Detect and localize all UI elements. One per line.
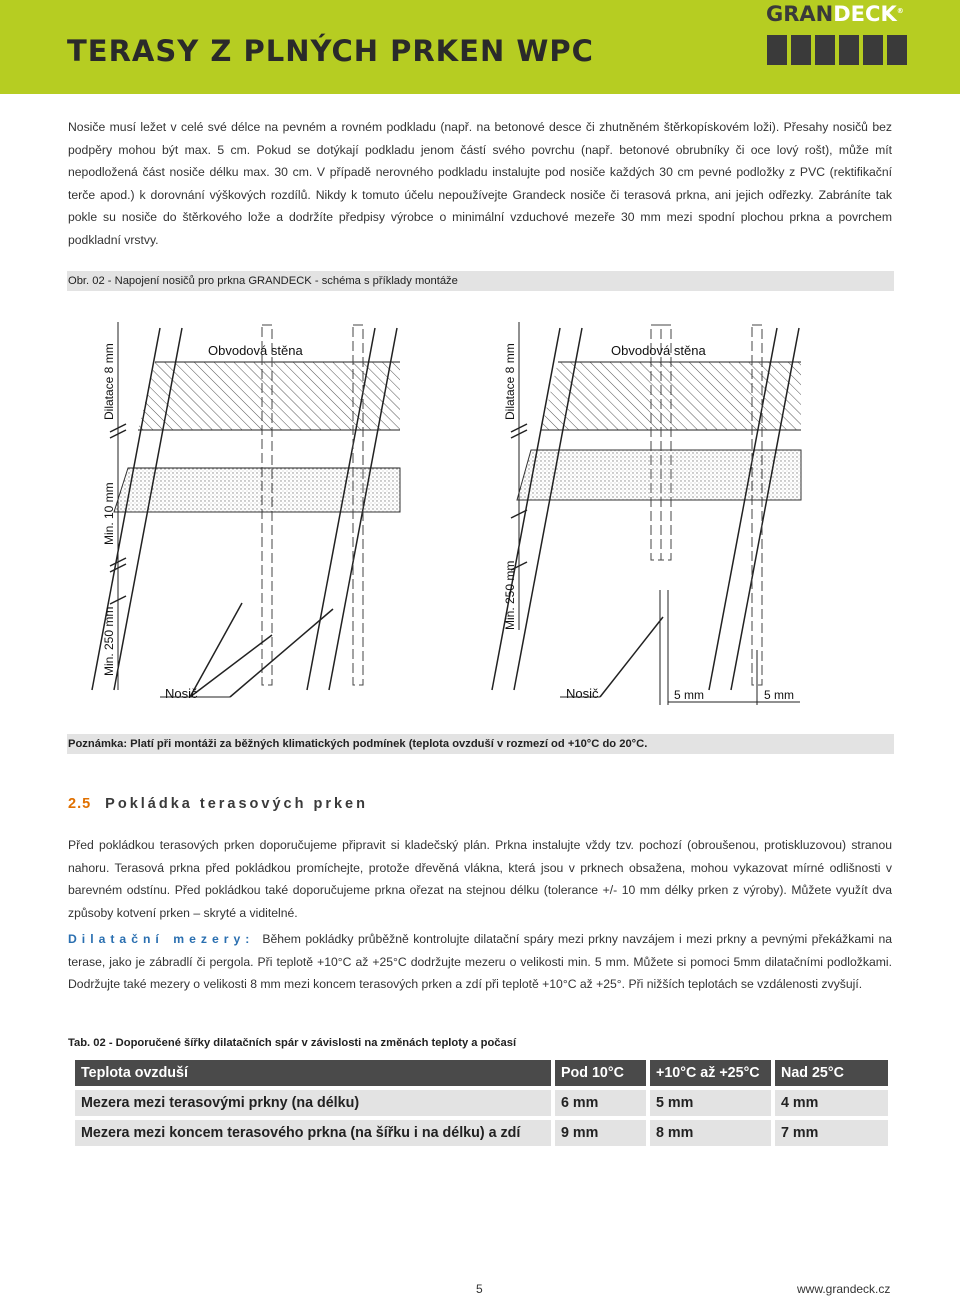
left-carrier-label: Nosič (165, 686, 198, 701)
left-diagram (92, 322, 400, 701)
right-deck-board (517, 450, 801, 500)
left-wall-hatch (138, 362, 400, 430)
section-number: 2.5 (68, 796, 92, 812)
table-cell: 6 mm (555, 1090, 646, 1116)
section-title: Pokládka terasových prken (105, 796, 368, 812)
dilation-table (71, 1056, 892, 1150)
table-cell: 7 mm (775, 1120, 888, 1146)
left-wall-label: Obvodová stěna (208, 343, 303, 358)
table-cell: Mezera mezi terasovými prkny (na délku) (75, 1090, 551, 1116)
right-dilation-label: Dilatace 8 mm (503, 343, 517, 420)
table-row (75, 1090, 888, 1116)
table-cell: Mezera mezi koncem terasového prkna (na šířku i na délku) a zdí (75, 1120, 551, 1146)
table-header-row (75, 1060, 888, 1086)
right-carrier-label: Nosič (566, 686, 599, 701)
table-header-cell: Pod 10°C (555, 1060, 646, 1086)
page-title: TERASY Z PLNÝCH PRKEN WPC (67, 34, 594, 68)
left-dilation-label: Dilatace 8 mm (102, 343, 116, 420)
table-row (75, 1120, 888, 1146)
table-header-cell: +10°C až +25°C (650, 1060, 771, 1086)
climate-note: Poznámka: Platí při montáži za běžných klimatických podmínek (teplota ovzduší v rozmezí od +10°C do 20°C. (67, 734, 894, 754)
table-caption: Tab. 02 - Doporučené šířky dilatačních spár v závislosti na změnách teploty a počasí (68, 1037, 517, 1049)
table-header-cell: Teplota ovzduší (75, 1060, 551, 1086)
table-cell: 4 mm (775, 1090, 888, 1116)
table-cell: 8 mm (650, 1120, 771, 1146)
table-cell: 5 mm (650, 1090, 771, 1116)
table-header-cell: Nad 25°C (775, 1060, 888, 1086)
right-gap2-label: 5 mm (764, 688, 794, 702)
right-min250-label: Min. 250 mm (503, 560, 517, 630)
dilation-lead: Dilatační mezery: (68, 932, 255, 946)
section-heading (68, 796, 368, 812)
page-number: 5 (476, 1282, 483, 1296)
mounting-diagram (0, 300, 960, 720)
intro-paragraph: Nosiče musí ležet v celé své délce na pevném a rovném podkladu (např. na betonové desce či zhutněném štěrkopískovém loži). Přesahy nosičů bez podpěry mohou být max. 5 cm. Pokud se dotýkají podkladu jenom částí svého povrchu (např. betonové obrubníky či oce lový rošt), může mít nepodložená část nosiče délku max. 30 cm. V případě nerovného podkladu instalujte pod nosiče každých 30 cm pevné podložky z PVC (rektifikační terče apod.) k dorovnání výškových rozdílů. Nikdy k tomuto účelu nepoužívejte Grandeck nosiče či terasová prkna, ani jejich odřezky. Zabráníte tak pokle su nosiče do štěrkového lože a dodržíte předpisy výrobce o minimální vzduchové mezeře 30 mm mezi spodní plochou prkna a povrchem podkladní vrstvy. (68, 120, 892, 247)
left-deck-board (114, 468, 400, 512)
grandeck-logo (766, 2, 916, 68)
dilation-paragraph (68, 928, 892, 996)
right-wall-label: Obvodová stěna (611, 343, 706, 358)
dilation-text: Během pokládky průběžně kontrolujte dilatační spáry mezi prkny navzájem i mezi prkny a pevnými překážkami na terase, jako je zábradlí či pergola. Při teplotě +10°C až +25°C dodržujte mezeru o velikosti min. 5 mm. Můžete si pomoci 5mm dilatačními podložkami. Dodržujte také mezery o velikosti 8 mm mezi koncem terasových prken a zdí při teplotě +10°C až +25°. Při nižších teplotách se vzdálenosti zvyšují. (68, 932, 892, 991)
laying-paragraph: Před pokládkou terasových prken doporučujeme připravit si kladečský plán. Prkna instalujte vždy tzv. pochozí (obroušenou, protiskluzovou) stranou nahoru. Terasová prkna před pokládkou promíchejte, protože dřevěná vlákna, která jsou v prknech obsažena, mohou vykazovat mírné odlišnosti v barevném odstínu. Před pokládkou také doporučujeme prkna ořezat na stejnou délku (tolerance +/- 10 mm délky prken z výroby). Můžete využít dva způsoby kotvení prken – skryté a viditelné. (68, 838, 892, 920)
figure-caption: Obr. 02 - Napojení nosičů pro prkna GRANDECK - schéma s příklady montáže (67, 271, 894, 291)
page-header (0, 0, 960, 94)
right-gap1-label: 5 mm (674, 688, 704, 702)
logo-bars (767, 35, 907, 65)
left-min250-label: Min. 250 mm (102, 606, 116, 676)
table-cell: 9 mm (555, 1120, 646, 1146)
right-diagram (492, 322, 801, 705)
logo-text: GRANDECK® (766, 2, 904, 26)
left-min10-label: Min. 10 mm (102, 482, 116, 545)
footer-url[interactable]: www.grandeck.cz (797, 1282, 891, 1296)
